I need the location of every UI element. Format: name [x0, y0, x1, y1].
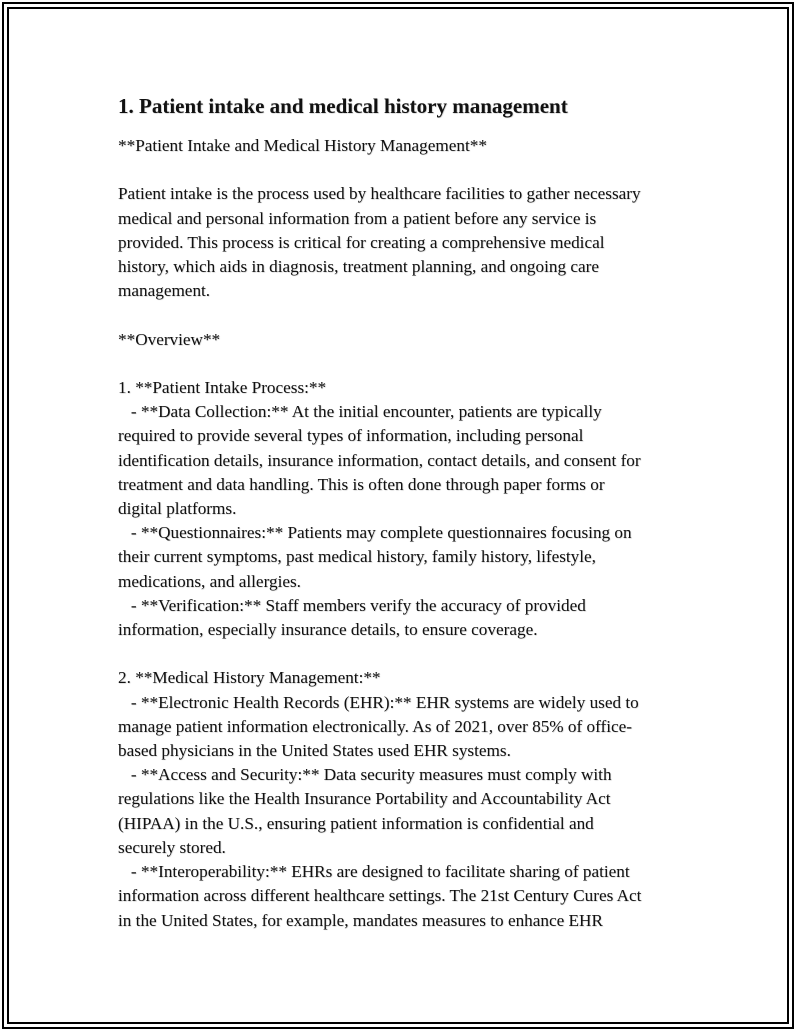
- document-body: **Patient Intake and Medical History Management** Patient intake is the process used by healthcare facilities to gather necessary medical and personal information from a patient before any service is provided. This process is critical for creating a comprehensive medical history, which aids in diagnosis, treatment planning, and ongoing care management. **Overview** 1. **Patient Intake Process:** - **Data Collection:** At the initial encounter, patients are typically required to provide several types of information, including personal identification details, insurance information, contact details, and consent for treatment and data handling. This is often done through paper forms or digital platforms. - **Questionnaires:** Patients may complete questionnaires focusing on their current symptoms, past medical history, family history, lifestyle, medications, and allergies. - **Verification:** Staff members verify the accuracy of provided information, especially insurance details, to ensure coverage. 2. **Medical History Management:** - **Electronic Health Records (EHR):** EHR systems are widely used to manage patient information electronically. As of 2021, over 85% of office- based physicians in the United States used EHR systems. - **Access and Security:** Data security measures must comply with regulations like the Health Insurance Portability and Accountability Act (HIPAA) in the U.S., ensuring patient information is confidential and securely stored. - **Interoperability:** EHRs are designed to facilitate sharing of patient information across different healthcare settings. The 21st Century Cures Act in the United States, for example, mandates measures to enhance EHR: [118, 136, 642, 930]
- document-heading: 1. Patient intake and medical history management: [118, 94, 568, 118]
- document-content: [118, 92, 698, 933]
